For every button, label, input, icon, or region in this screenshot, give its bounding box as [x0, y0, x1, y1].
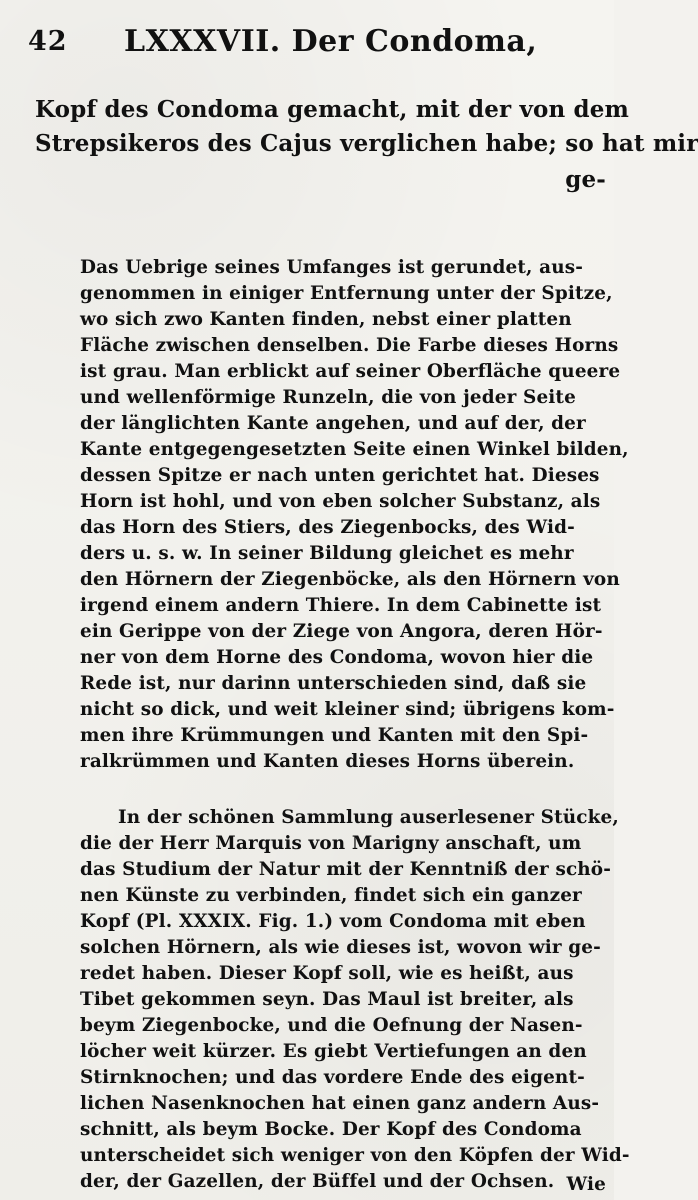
paragraph-1-line: ist grau. Man erblickt auf seiner Oberfläche queere: [80, 361, 621, 382]
page-header: [28, 18, 598, 68]
paragraph-1-line: das Horn des Stiers, des Ziegenbocks, des Wid-: [80, 517, 575, 538]
page-gap: [0, 205, 614, 255]
paragraph-1-line: Das Uebrige seines Umfanges ist gerundet, aus-: [80, 257, 583, 278]
paragraph-1-line: Kante entgegengesetzten Seite einen Winkel bilden,: [80, 439, 629, 460]
paragraph-2-line: schnitt, als beym Bocke. Der Kopf des Condoma: [80, 1119, 582, 1140]
paragraph-2-line: solchen Hörnern, als wie dieses ist, wovon wir ge-: [80, 937, 601, 958]
paragraph-1-line: men ihre Krümmungen und Kanten mit den Spi-: [80, 725, 589, 746]
page-number: 42: [28, 26, 68, 57]
continuation-line-2: Strepsikeros des Cajus verglichen habe; so hat mir: [35, 130, 698, 157]
page-catchword: Wie: [566, 1174, 606, 1195]
paragraph-1-line: der länglichten Kante angehen, und auf der, der: [80, 413, 586, 434]
paragraph-2-line: Tibet gekommen seyn. Das Maul ist breiter, als: [80, 989, 574, 1010]
continuation-line-1: Kopf des Condoma gemacht, mit der von dem: [35, 96, 630, 123]
paragraph-2-line: Stirnknochen; und das vordere Ende des eigent-: [80, 1067, 585, 1088]
paragraph-1-line: irgend einem andern Thiere. In dem Cabinette ist: [80, 595, 602, 616]
paragraph-1-line: Fläche zwischen denselben. Die Farbe dieses Horns: [80, 335, 619, 356]
paragraph-2-line: das Studium der Natur mit der Kenntniß der schö-: [80, 859, 612, 880]
paragraph-1-line: den Hörnern der Ziegenböcke, als den Hörnern von: [80, 569, 620, 590]
paragraph-1-line: nicht so dick, und weit kleiner sind; übrigens kom-: [80, 699, 615, 720]
paragraph-1-line: Horn ist hohl, und von eben solcher Substanz, als: [80, 491, 601, 512]
paragraph-2-line: lichen Nasenknochen hat einen ganz andern Aus-: [80, 1093, 600, 1114]
paragraph-2-line: der, der Gazellen, der Büffel und der Ochsen.: [80, 1171, 555, 1192]
paragraph-1-line: ders u. s. w. In seiner Bildung gleichet es mehr: [80, 543, 574, 564]
running-title: LXXXVII. Der Condoma,: [124, 24, 538, 59]
paragraph-1-line: Rede ist, nur darinn unterschieden sind, daß sie: [80, 673, 587, 694]
paragraph-2-line: nen Künste zu verbinden, findet sich ein ganzer: [80, 885, 582, 906]
paragraph-1-line: dessen Spitze er nach unten gerichtet hat. Dieses: [80, 465, 600, 486]
paragraph-1-line: genommen in einiger Entfernung unter der Spitze,: [80, 283, 613, 304]
paragraph-2-line: Kopf (Pl. XXXIX. Fig. 1.) vom Condoma mit eben: [80, 911, 586, 932]
paragraph-2-line: In der schönen Sammlung auserlesener Stücke,: [118, 807, 619, 828]
paragraph-2-line: die der Herr Marquis von Marigny anschaft, um: [80, 833, 582, 854]
paragraph-1-line: wo sich zwo Kanten finden, nebst einer platten: [80, 309, 572, 330]
paragraph-2-line: unterscheidet sich weniger von den Köpfen der Wid-: [80, 1145, 630, 1166]
paragraph-1-line: und wellenförmige Runzeln, die von jeder Seite: [80, 387, 576, 408]
continuation-catchword: ge-: [565, 166, 606, 193]
paragraph-1-line: ralkrümmen und Kanten dieses Horns überein.: [80, 751, 575, 772]
paragraph-1-line: ein Gerippe von der Ziege von Angora, deren Hör-: [80, 621, 603, 642]
paragraph-2-line: löcher weit kürzer. Es giebt Vertiefungen an den: [80, 1041, 587, 1062]
paragraph-2-line: beym Ziegenbocke, und die Oefnung der Nasen-: [80, 1015, 583, 1036]
paragraph-1-line: ner von dem Horne des Condoma, wovon hier die: [80, 647, 594, 668]
paragraph-2-line: redet haben. Dieser Kopf soll, wie es heißt, aus: [80, 963, 574, 984]
